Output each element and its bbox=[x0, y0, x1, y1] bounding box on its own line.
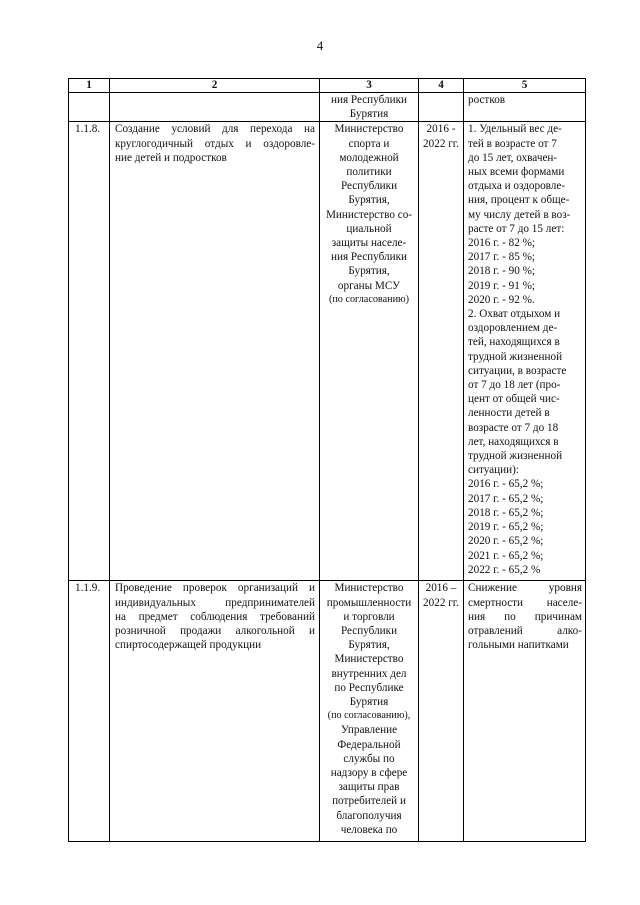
indicator-line: возрасте от 7 до 18 bbox=[468, 421, 559, 434]
indicator-line: ситуации, в возрасте bbox=[468, 364, 567, 377]
executors-line: Бурятия bbox=[349, 696, 389, 709]
indicator-line: ния по причинам bbox=[468, 610, 582, 623]
indicator-line: ростков bbox=[468, 94, 506, 106]
executors-line: (по согласованию), bbox=[327, 710, 411, 722]
executors-line: политики bbox=[346, 166, 392, 179]
period-line: 2022 гг. bbox=[423, 596, 459, 609]
indicator-line: смертности населе- bbox=[468, 596, 582, 609]
indicator-line: оздоровлением де- bbox=[468, 322, 558, 335]
indicator-line: 2016 г. - 65,2 %; bbox=[468, 478, 544, 491]
header-col-1: 1 bbox=[69, 79, 110, 93]
executors-cell bbox=[320, 93, 419, 122]
executors-line: промышленности bbox=[326, 596, 412, 609]
indicator-line: ных всеми формами bbox=[468, 166, 565, 179]
executors-line: Бурятия, bbox=[348, 265, 390, 278]
row-number bbox=[69, 93, 110, 122]
action-line: круглогодичный отдых и оздоровле- bbox=[115, 137, 315, 150]
executors-cell bbox=[320, 122, 419, 581]
executors-line: службы по bbox=[343, 752, 395, 765]
indicator-line: му числу детей в воз- bbox=[468, 208, 571, 221]
executors-cell bbox=[320, 581, 419, 842]
indicator-line: от 7 до 18 лет (про- bbox=[468, 379, 561, 392]
action-cell bbox=[110, 122, 320, 581]
executors-line: Федеральной bbox=[337, 738, 401, 751]
row-number: 1.1.8. bbox=[69, 122, 110, 581]
executors-line: спорта и bbox=[348, 137, 390, 150]
header-row bbox=[69, 79, 586, 93]
indicator-line: гольными напитками bbox=[468, 639, 569, 652]
executors-line: человека по bbox=[340, 823, 398, 836]
action-cell bbox=[110, 93, 320, 122]
indicators-cell bbox=[464, 93, 586, 122]
indicator-line: 2020 г. - 92 %. bbox=[468, 293, 535, 306]
executors-line: Республики bbox=[340, 180, 398, 193]
page-number: 4 bbox=[316, 38, 324, 53]
executors-line: защиты населе- bbox=[331, 237, 407, 250]
period-line: 2022 гг. bbox=[423, 137, 459, 150]
action-line: Создание условий для перехода на bbox=[115, 123, 315, 136]
indicator-line: отдыха и оздоровле- bbox=[468, 180, 566, 193]
table-row bbox=[69, 581, 586, 842]
table-row bbox=[69, 93, 586, 122]
action-line: индивидуальных предпринимателей bbox=[115, 596, 315, 609]
indicator-line: ленности детей в bbox=[468, 407, 550, 420]
executors-line: органы МСУ bbox=[337, 279, 401, 292]
indicator-line: тей в возрасте от 7 bbox=[468, 137, 557, 150]
executors-line: Бурятия, bbox=[348, 194, 390, 207]
indicator-line: расте от 7 до 15 лет: bbox=[468, 222, 565, 235]
executors-line: Министерство bbox=[334, 582, 404, 595]
executors-line: Министерство bbox=[334, 123, 404, 136]
row-number: 1.1.9. bbox=[69, 581, 110, 842]
executors-line: Управление bbox=[340, 724, 398, 737]
executors-line: ния Республики bbox=[330, 251, 408, 264]
executors-line: ния Республики bbox=[330, 94, 408, 106]
indicator-line: 2017 г. - 65,2 %; bbox=[468, 492, 544, 505]
indicators-cell bbox=[464, 122, 586, 581]
action-line: на предмет соблюдения требований bbox=[115, 610, 315, 623]
header-col-3: 3 bbox=[320, 79, 419, 93]
indicator-line: 1. Удельный вес де- bbox=[468, 123, 562, 136]
indicator-line: до 15 лет, охвачен- bbox=[468, 151, 558, 164]
indicator-line: ния, процент к обще- bbox=[468, 194, 570, 207]
executors-line: защиты прав bbox=[338, 781, 400, 794]
program-table bbox=[68, 78, 586, 842]
action-line: спиртосодержащей продукции bbox=[115, 639, 262, 652]
action-line: Проведение проверок организаций и bbox=[115, 582, 315, 595]
executors-line: молодежной bbox=[339, 151, 399, 164]
indicator-line: ситуации): bbox=[468, 464, 519, 477]
period-cell bbox=[419, 93, 464, 122]
executors-line: Республики bbox=[340, 625, 398, 638]
executors-line: надзору в сфере bbox=[330, 767, 408, 780]
indicator-line: трудной жизненной bbox=[468, 350, 563, 363]
header-col-4: 4 bbox=[419, 79, 464, 93]
executors-line: потребителей и bbox=[332, 795, 406, 808]
action-line: ние детей и подростков bbox=[115, 151, 227, 164]
indicator-line: отравлений алко- bbox=[468, 625, 582, 638]
executors-line: Министерство bbox=[334, 653, 404, 666]
indicator-line: 2017 г. - 85 %; bbox=[468, 251, 536, 264]
executors-line: (по согласованию) bbox=[328, 293, 410, 305]
indicator-line: 2018 г. - 90 %; bbox=[468, 265, 536, 278]
indicator-line: 2021 г. - 65,2 %; bbox=[468, 549, 544, 562]
indicator-line: цент от общей чис- bbox=[468, 393, 560, 406]
action-line: розничной продажи алкогольной и bbox=[115, 625, 315, 638]
indicator-line: 2022 г. - 65,2 % bbox=[468, 563, 541, 576]
indicator-line: 2. Охват отдыхом и bbox=[468, 308, 561, 321]
indicators-cell bbox=[464, 581, 586, 842]
period-line: 2016 - bbox=[426, 123, 456, 136]
indicator-line: Снижение уровня bbox=[468, 582, 582, 595]
executors-line: циальной bbox=[346, 222, 392, 235]
executors-line: внутренних дел bbox=[331, 667, 407, 680]
period-cell bbox=[419, 122, 464, 581]
indicator-line: 2019 г. - 91 %; bbox=[468, 279, 536, 292]
action-cell bbox=[110, 581, 320, 842]
indicator-line: 2020 г. - 65,2 %; bbox=[468, 535, 544, 548]
executors-line: Министерство со- bbox=[325, 208, 413, 221]
executors-line: и торговли bbox=[343, 610, 395, 623]
indicator-line: тей, находящихся в bbox=[468, 336, 560, 349]
executors-line: по Республике bbox=[334, 681, 404, 694]
header-col-5: 5 bbox=[464, 79, 586, 93]
indicator-line: 2019 г. - 65,2 %; bbox=[468, 521, 544, 534]
indicator-line: 2018 г. - 65,2 %; bbox=[468, 506, 544, 519]
executors-line: Бурятия bbox=[349, 108, 389, 121]
table-row bbox=[69, 122, 586, 581]
indicator-line: 2016 г. - 82 %; bbox=[468, 237, 536, 250]
header-col-2: 2 bbox=[110, 79, 320, 93]
executors-line: благополучия bbox=[336, 809, 402, 822]
executors-line: Бурятия, bbox=[348, 639, 390, 652]
indicator-line: трудной жизненной bbox=[468, 450, 563, 463]
indicator-line: лет, находящихся в bbox=[468, 435, 559, 448]
period-cell bbox=[419, 581, 464, 842]
period-line: 2016 – bbox=[425, 582, 457, 595]
